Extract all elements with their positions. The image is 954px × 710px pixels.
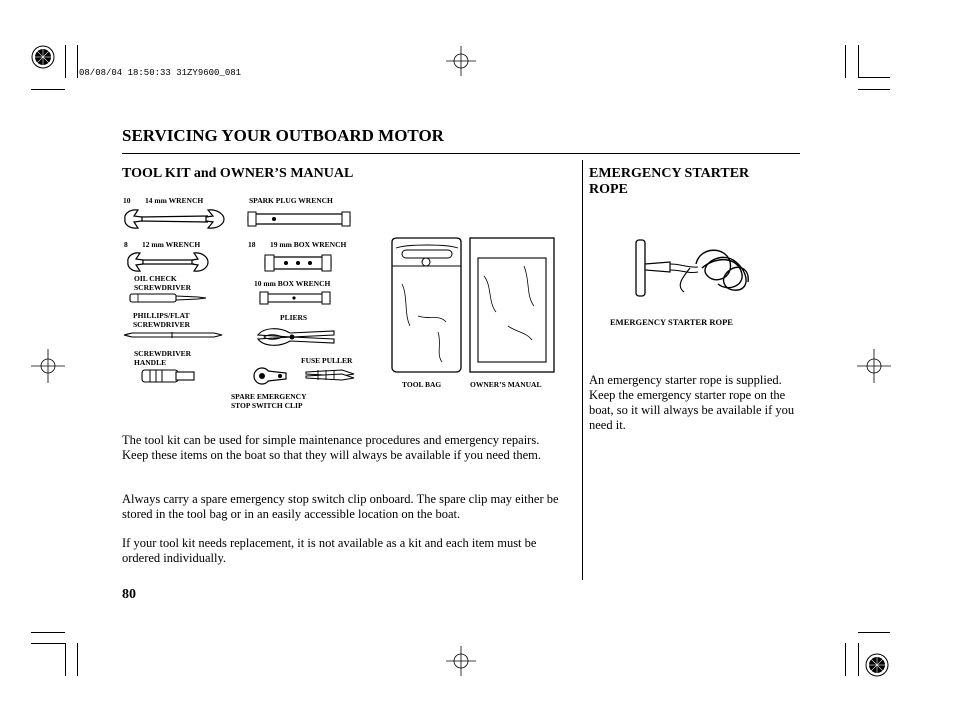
label-10mm-box-wrench: 10 mm BOX WRENCH xyxy=(254,279,331,288)
caption-starter-rope: EMERGENCY STARTER ROPE xyxy=(610,317,733,327)
label-19mm-box-wrench: 19 mm BOX WRENCH xyxy=(270,240,347,249)
stop-switch-clip-icon xyxy=(252,365,290,387)
section-heading-starter-rope: EMERGENCY STARTER ROPE xyxy=(589,166,750,197)
wrench-icon xyxy=(124,250,214,274)
section-heading-tool-kit: TOOL KIT and OWNER’S MANUAL xyxy=(122,166,354,181)
page-title: SERVICING YOUR OUTBOARD MOTOR xyxy=(122,126,444,145)
column-divider xyxy=(582,160,583,580)
spark-plug-wrench-icon xyxy=(246,208,354,230)
wrench-icon xyxy=(120,206,230,232)
crosshair-icon xyxy=(446,646,476,676)
tool-bag-icon xyxy=(388,236,466,374)
label-phillips-flat-screwdriver: PHILLIPS/FLAT SCREWDRIVER xyxy=(133,311,191,329)
callout-number: 18 xyxy=(248,240,256,249)
screwdriver-bit-icon xyxy=(122,329,224,341)
fuse-puller-icon xyxy=(302,366,358,384)
page-number: 80 xyxy=(122,587,136,602)
paragraph: The tool kit can be used for simple maintenance procedures and emergency repairs. Keep these items on the boat so that they will always be available if you need them. xyxy=(122,433,541,462)
label-12mm-wrench: 12 mm WRENCH xyxy=(142,240,201,249)
label-fuse-puller: FUSE PULLER xyxy=(301,356,353,365)
label-pliers: PLIERS xyxy=(280,313,308,322)
screwdriver-handle-icon xyxy=(140,367,196,385)
callout-number: 8 xyxy=(124,240,128,249)
label-14mm-wrench: 14 mm WRENCH xyxy=(145,196,204,205)
header-rule xyxy=(122,153,800,154)
pliers-icon xyxy=(254,323,338,351)
label-spark-plug-wrench: SPARK PLUG WRENCH xyxy=(249,196,333,205)
paragraph: If your tool kit needs replacement, it is not available as a kit and each item must be ordered individually. xyxy=(122,536,537,565)
registration-target-icon xyxy=(864,652,890,678)
registration-target-icon xyxy=(30,44,56,70)
screwdriver-icon xyxy=(128,292,210,304)
crosshair-icon xyxy=(857,349,891,383)
label-screwdriver-handle: SCREWDRIVER HANDLE xyxy=(134,349,192,367)
owners-manual-icon xyxy=(468,236,556,374)
crosshair-icon xyxy=(31,349,65,383)
callout-number: 10 xyxy=(123,196,131,205)
box-wrench-icon xyxy=(258,290,332,306)
starter-rope-icon xyxy=(626,234,758,300)
crosshair-icon xyxy=(446,46,476,76)
label-owners-manual: OWNER’S MANUAL xyxy=(470,380,542,389)
box-wrench-icon xyxy=(262,252,334,274)
paragraph: Always carry a spare emergency stop switch clip onboard. The spare clip may either be stored in the tool bag or in an easily accessible location on the boat. xyxy=(122,492,559,521)
label-spare-stop-switch-clip: SPARE EMERGENCY STOP SWITCH CLIP xyxy=(231,392,307,410)
label-tool-bag: TOOL BAG xyxy=(402,380,442,389)
label-oil-check-screwdriver: OIL CHECK SCREWDRIVER xyxy=(134,274,192,292)
paragraph: An emergency starter rope is supplied. Keep the emergency starter rope on the boat, so it will always be available if you need it. xyxy=(589,373,795,432)
print-stamp: 08/08/04 18:50:33 31ZY9600_081 xyxy=(79,68,242,78)
